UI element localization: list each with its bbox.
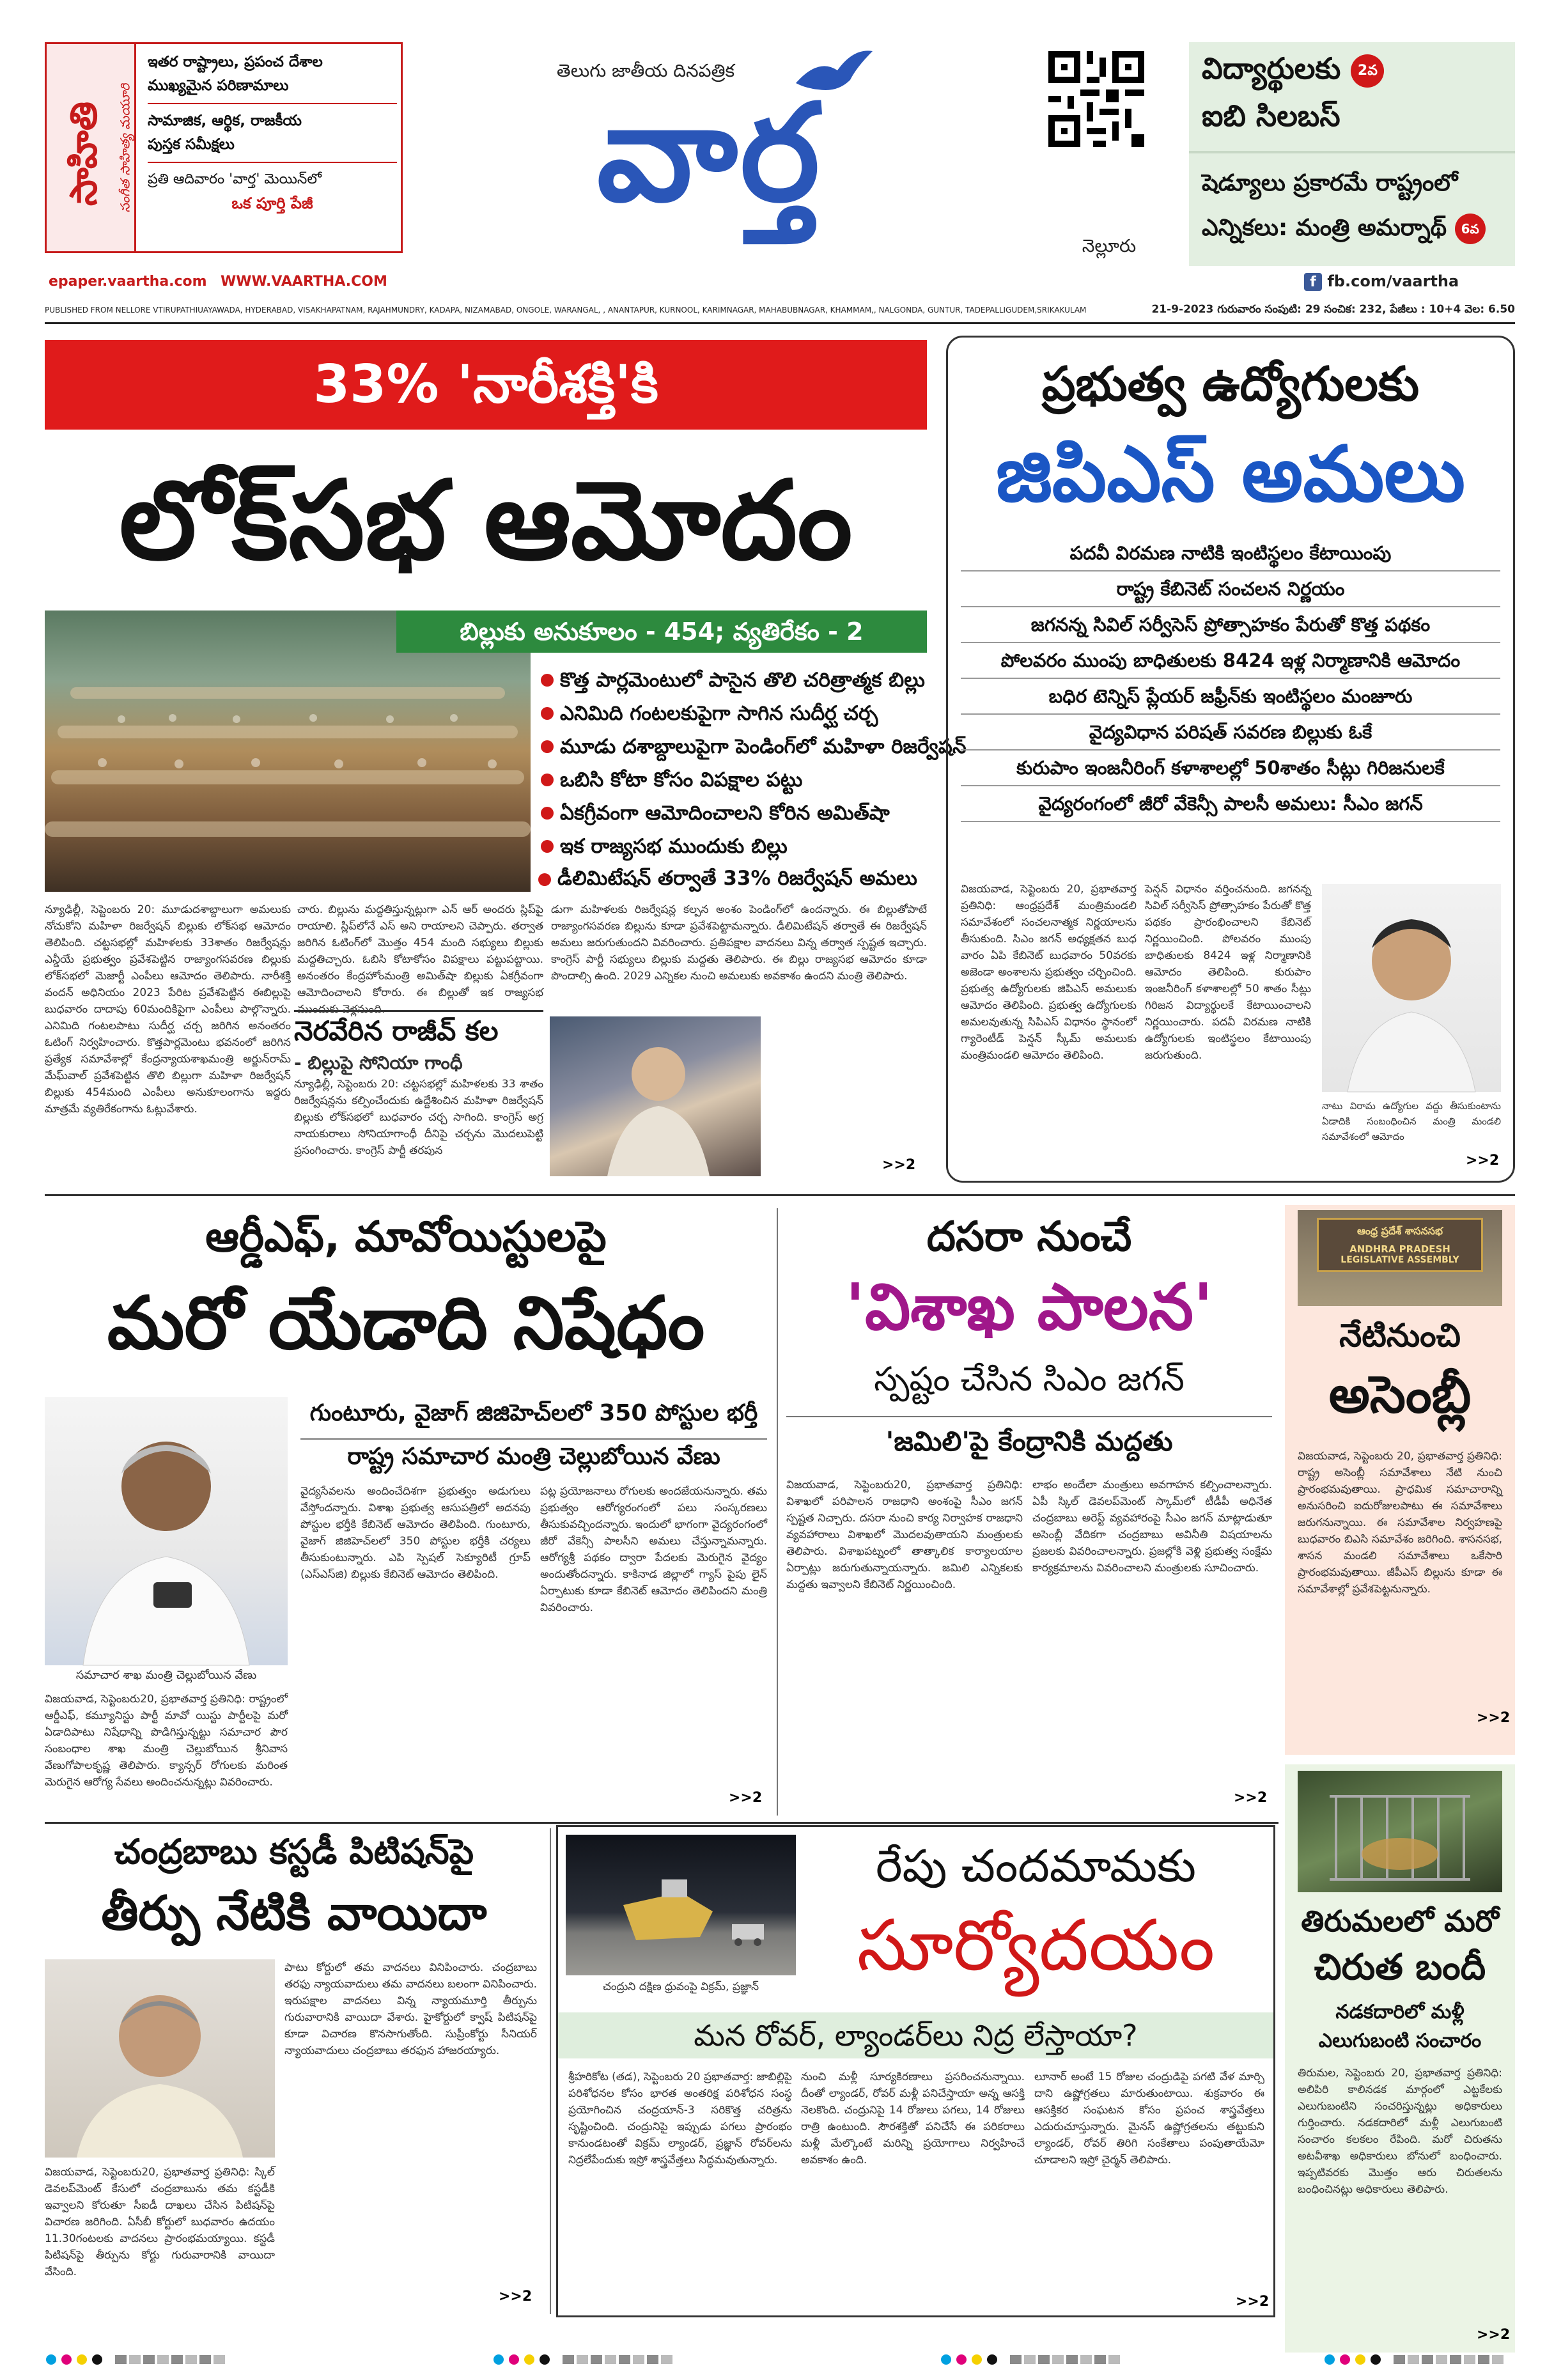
left-ad-box (45, 42, 403, 253)
continued-marker: >>2 (499, 2289, 532, 2305)
rdf-body-col3: పట్ల ప్రయోజనాలు రోగులకు అందజేయనున్నారు. తమ ప్రభుత్వం ఆరోగ్యరంగంలో పలు సంస్కరణలు తీసుకువచ్చిందన్నారు. ఇందులో భాగంగా వైద్యరంగంలో జీరో వేకెన్సీ పాలసీని అమలు చేస్తున్నామన్నారు. ఆరోగ్యశ్రీ పథకం ద్వారా పేదలకు మెరుగైన వైద్యం అందుతోందన్నారు. కాకినాడ జిల్లాలో గ్యాస్ పైపు లైన్ ఏర్పాటుకు కూడా కేబినెట్ ఆమోదం తెలిపిందని మంత్రి వివరించారు. (540, 1485, 767, 1614)
left-ad-vertical-banner (47, 44, 136, 251)
registration-dot (92, 2354, 102, 2365)
left-ad-vertical-title: సాహితి (61, 101, 105, 206)
registration-bar (661, 2355, 672, 2364)
left-ad-line: ఇతర రాష్ట్రాలు, ప్రపంచ దేశాల (148, 54, 323, 70)
lead-body-col2: చారు. బిల్లును మద్దతిస్తున్నట్లుగా ఎన్ ఆర్ అందరు స్లిప్‌పై రాయాలి. స్లిప్‌లోనే ఎస్ అని రాయాలని చెప్పారు. తర్వాత జరిగిన ఓటింగ్‌లో మొత్తం 454 మంది సభ్యులు బిల్లుకు మద్దతిచ్చారు. ఓబిసి కోటాకోసం విపక్షాలు పట్టుపట్టాయి. అనంతరం కేంద్రహోంమంత్రి అమిత్‌షా బిల్లుకు ఏకగ్రీవంగా ఆమోదించాలని కోరారు. ఈ బిల్లుతో ఇక రాజ్యసభ ముందుకు వెళ్లనుంది. (297, 903, 543, 1016)
left-ad-line: ప్రతి ఆదివారం 'వార్త' మెయిన్‌లో (148, 171, 322, 187)
registration-bar (1408, 2355, 1419, 2364)
rdf-sub1: గుంటూరు, వైజాగ్ జిజిహెచ్‌లలో 350 పోస్టుల భర్తీ (300, 1400, 767, 1440)
lead-headline: లోక్‌సభ ఆమోదం (119, 458, 853, 584)
registration-bar (214, 2355, 225, 2364)
assembly-photo (1298, 1210, 1502, 1306)
continued-page: 2 (752, 1790, 763, 1806)
venu-photo (45, 1397, 288, 1665)
tirumala-headline-2: చిరుత బందీ (1314, 1947, 1486, 1988)
registration-dot (1340, 2354, 1350, 2365)
lead-bullet-last (538, 863, 928, 894)
registration-bar (1422, 2355, 1433, 2364)
left-ad-vertical-subtitle: సంగీత సాహిత్య మయూరి (117, 83, 133, 213)
moon-story-box (556, 1825, 1275, 2317)
registration-bar (1024, 2355, 1036, 2364)
lead-bullet: ఒబిసి కోటా కోసం విపక్షాల పట్టు (538, 763, 928, 797)
left-ad-line: ముఖ్యమైన పరిణామాలు (148, 74, 397, 104)
visakha-kicker: దసరా నుంచే (926, 1213, 1132, 1261)
lead-bullet: ఎనిమిది గంటలకుపైగా సాగిన సుదీర్ఘ చర్చ (538, 697, 928, 730)
registration-bar (115, 2355, 127, 2364)
registration-dot (1371, 2354, 1381, 2365)
registration-bar (171, 2355, 183, 2364)
assembly-box (1285, 1205, 1515, 1755)
epaper-url[interactable]: epaper.vaartha.com (49, 274, 207, 290)
venu-caption: సమాచార శాఖ మంత్రి చెల్లుబోయిన వేణు (75, 1668, 257, 1682)
teaser-page-badge: 6వ (1455, 214, 1486, 244)
rdf-headline: మరో యేడాది నిషేధం (107, 1280, 705, 1365)
visakha-headline: 'విశాఖ పాలన' (845, 1270, 1213, 1344)
section-divider (45, 1822, 1278, 1824)
moon-bar: మన రోవర్, ల్యాండర్‌లు నిద్ర లేస్తాయా? (558, 2012, 1273, 2058)
continued-page: 2 (1489, 1153, 1500, 1169)
teaser-page-badge: 2వ (1351, 54, 1384, 88)
rdf-sub2: రాష్ట్ర సమాచార మంత్రి చెల్లుబోయిన వేణు (347, 1443, 720, 1470)
lead-bullets (538, 664, 967, 863)
registration-dot (956, 2354, 967, 2365)
registration-bar (1478, 2355, 1489, 2364)
sub-story-headline: నెరవేరిన రాజీవ్ కల (294, 1015, 499, 1046)
gps-body-col1: విజయవాడ, సెప్టెంబరు 20, ప్రభాతవార్త ప్రతినిధి: ఆంధ్రప్రదేశ్ మంత్రిమండలి సమావేశంలో సంచలనాత్మక నిర్ణయాలను తీసుకుంది. సిఎం జగన్ అధ్యక్షతన బుధ వారం ఏపి కేబినెట్ బుధవారం 50వరకు అజెండా అంశాలను ప్రభుత్వం చర్చించింది. ప్రభుత్వ ఉద్యోగులకు జిపిఎస్ అమలుకు ఆమోదం తెలిపింది. ప్రభుత్వ ఉద్యోగులకు అమలవుతున్న సిపిఎస్ విధానం స్థానంలో గ్యారెంటీడ్ పెన్షన్ స్కీమ్ అమలుకు మంత్రిమండలి ఆమోదం తెలిపింది. (961, 883, 1137, 1062)
tirumala-headline-1: తిరుమలలో మరో (1301, 1904, 1499, 1938)
gps-kicker: ప్రభుత్వ ఉద్యోగులకు (1041, 357, 1420, 412)
gps-item: రాష్ట్ర కేబినెట్ సంచలన నిర్ణయం (961, 572, 1500, 607)
tirumala-body: తిరుమల, సెప్టెంబరు 20, ప్రభాతవార్త ప్రతినిధి: అలిపిరి కాలినడక మార్గంలో ఎట్టకేలకు ఎలుగుబంటిని సంచరిస్తున్నట్లు అధికారులు గుర్తించారు. నడకదారిలో మళ్లీ ఎలుగుబంటి సంచారం కలకలం రేపింది. మరో చిరుతను అటవీశాఖ అధికారులు బోనులో బంధించారు. ఇప్పటివరకు మొత్తం ఆరు చిరుతలను బంధించినట్లు అధికారులు తెలిపారు. (1298, 2067, 1502, 2196)
assembly-body: విజయవాడ, సెప్టెంబరు 20, ప్రభాతవార్త ప్రతినిధి: రాష్ట్ర అసెంబ్లీ సమావేశాలు నేటి నుంచి ప్రారంభమవుతాయి. ప్రాధమిక సమాచారాన్ని అనుసరించి ఐదురోజులపాటు ఈ సమావేశాలు జరుగనున్నాయి. ఈ సమావేశాల నిర్వహణపై బుధవారం బిఎసి సమావేశం జరిగింది. శాసనసభ, శాసన మండలి సమావేశాలు ఒకేసారి ప్రారంభమవుతాయి. జీపీఎస్ బిల్లును కూడా ఈ సమావేశాల్లో ప్రవేశపెట్టనున్నారు. (1298, 1450, 1502, 1596)
leopard-cage-photo (1298, 1771, 1502, 1892)
jagan-photo-caption: నాటు విరామ ఉద్యోగుల వద్దు తీసుకుంటాను ఏడాదికి సంబంధించిన మంత్రి మండలి సమావేశంలో ఆమోదం (1322, 1100, 1501, 1142)
teaser-line (1202, 214, 1486, 247)
continued-marker: >>2 (1477, 1710, 1511, 1726)
continued-marker: >>2 (1234, 1790, 1268, 1806)
registration-bar (1010, 2355, 1022, 2364)
tagline: తెలుగు జాతీయ దినపత్రిక (556, 60, 735, 81)
registration-dot (46, 2354, 56, 2365)
lead-bullet: మూడు దశాబ్దాలుపైగా పెండింగ్‌లో మహిళా రిజర్వేషన్ (538, 730, 928, 763)
continued-page: 2 (522, 2289, 532, 2305)
published-from: PUBLISHED FROM NELLORE VTIRUPATHIUAYAWADA, HYDERABAD, VISAKHAPATNAM, RAJAHMUNDRY, KADAPA, NIZAMABAD, ONGOLE, WARANGAL, , ANANTAPUR, KURNOOL, KARIMNAGAR, MAHABUBNAGAR, KHAMMAM,, NALGONDA, GUNTUR, TADEPALLIGUDEM,SRIKAKULAM (45, 306, 1087, 315)
assembly-sign-line: ANDHRA PRADESH (1349, 1243, 1450, 1255)
column-rule (777, 1208, 778, 1816)
registration-bar (143, 2355, 155, 2364)
registration-dot (972, 2354, 982, 2365)
registration-bar (1080, 2355, 1092, 2364)
qr-code-icon[interactable] (1048, 51, 1144, 147)
visakha-body-col1: విజయవాడ, సెప్టెంబరు20, ప్రభాతవార్త ప్రతినిధి: విశాఖలో పరిపాలన రాజధాని అంశంపై సీఎం జగన్ స్పష్టత నిచ్చారు. దసరా నుంచి కార్య నిర్వాహక రాజధాని వ్యవహారాలు విశాఖలో మొదలవుతాయని మంత్రులకు తెలిపారు. విశాఖపట్నంలో తాత్కాలిక కార్యాలయాల ఏర్పాట్లు జరుగుతున్నాయన్నారు. జమిలి ఎన్నికలకు మద్దతు ఇవ్వాలని కేబినెట్ నిర్ణయించింది. (786, 1479, 1023, 1591)
gps-items (961, 536, 1500, 822)
registration-bar (1038, 2355, 1050, 2364)
gps-body-col2: పెన్షన్ విధానం వర్తించనుంది. జగనన్న సివిల్ సర్వీసెస్ ప్రోత్సాహకం పేరుతో కొత్త పథకం ప్రారంభించాలని కేబినెట్ నిర్ణయించింది. పోలవరం ముంపు బాధితులకు 8424 ఇళ్ల నిర్మాణానికి ఆమోదం తెలిపింది. కురుపాం ఇంజనీరింగ్ కళాశాలల్లో 50 శాతం సీట్లు గిరిజన విద్యార్థులకే కేటాయించాలని నిర్ణయించారు. పదవీ విరమణ నాటికి ఉద్యోగులకు ఇంటిస్థలం కేటాయింపు జరుగుతుంది. (1145, 883, 1311, 1062)
registration-bar (619, 2355, 630, 2364)
continued-page: 2 (1259, 2294, 1270, 2310)
gps-item: వైద్యరంగంలో జీరో వేకెన్సీ పాలసీ అమలు: సీఎం జగన్ (961, 786, 1500, 822)
registration-bar (1436, 2355, 1447, 2364)
masthead-logo: వార్త (596, 75, 823, 231)
teaser-line-1: విద్యార్థులకు (1202, 51, 1341, 86)
registration-dot (77, 2354, 87, 2365)
continued-page: 2 (1257, 1790, 1268, 1806)
registration-dot (524, 2354, 534, 2365)
registration-bar (577, 2355, 588, 2364)
continued-marker: >>2 (729, 1790, 763, 1806)
gps-headline: జిపిఎస్ అమలు (996, 430, 1465, 519)
assembly-kicker: నేటినుంచి (1339, 1317, 1461, 1354)
left-ad-line: పుస్తక సమీక్షలు (148, 133, 397, 163)
registration-dot (1355, 2354, 1365, 2365)
continued-marker: >>2 (1466, 1153, 1500, 1169)
rdf-kicker: ఆర్డీఎఫ్, మావోయిస్టులపై (205, 1212, 607, 1261)
registration-bar (1108, 2355, 1120, 2364)
registration-bar (605, 2355, 616, 2364)
cbn-photo (45, 1959, 275, 2158)
rdf-body-col1: విజయవాడ, సెప్టెంబరు20, ప్రభాతవార్త ప్రతినిధి: రాష్ట్రంలో ఆర్డీఎఫ్, కమ్యూనిస్టు పార్టీ మావో యిస్టు పార్టీలపై మరో ఏడాదిపాటు నిషేధాన్ని పొడిగిస్తున్నట్టు సమాచార పౌర సంబంధాల శాఖ మంత్రి చెల్లుబోయిన శ్రీనివాస వేణుగోపాలకృష్ణ తెలిపారు. క్యాన్సర్ రోగులకు మరింత మెరుగైన ఆరోగ్య సేవలు అందించనున్నట్లు వివరించారు. (45, 1693, 288, 1789)
edition-city: నెల్లూరు (1082, 235, 1137, 256)
jagan-photo (1322, 884, 1501, 1092)
cbn-headline: తీర్పు నేటికి వాయిదా (101, 1886, 487, 1941)
gps-item: జగనన్న సివిల్ సర్వీసెస్ ప్రోత్సాహకం పేరుతో కొత్త పథకం (961, 607, 1500, 643)
moon-photo-caption: చంద్రుని దక్షిణ ధ్రువంపై విక్రమ్, ప్రజ్ఞాన్ (602, 1980, 759, 1993)
registration-bar (199, 2355, 211, 2364)
registration-bar (1052, 2355, 1064, 2364)
moon-headline: సూర్యోదయం (857, 1904, 1215, 1986)
print-registration-strip (45, 2353, 1515, 2367)
moon-body-col2: నుంచి మళ్లీ సూర్యకిరణాలు ప్రసరించనున్నాయి. దీంతో ల్యాండర్, రోవర్ మళ్లీ పనిచేస్తాయా అన్న ఆసక్తి నెలకొంది. చంద్రునిపై 14 రోజులు పగలు, 14 రోజులు రాత్రి ఉంటుంది. సౌరశక్తితో పనిచేసే ఈ పరికరాలు మళ్లీ మేల్కొంటే మరిన్ని ప్రయోగాలు నిర్వహించే అవకాశం ఉంది. (801, 2071, 1025, 2166)
parliament-photo (45, 611, 531, 892)
registration-bar (591, 2355, 602, 2364)
dateline: 21-9-2023 గురువారం సంపుటి: 29 సంచిక: 232, పేజీలు : 10+4 వెల: 6.50 (1151, 303, 1515, 316)
registration-dot (987, 2354, 997, 2365)
registration-bar (633, 2355, 644, 2364)
registration-dot (509, 2354, 519, 2365)
lead-bullet: డీలిమిటేషన్ తర్వాతే 33% రిజర్వేషన్ అమలు (557, 867, 917, 890)
teaser-line-4: ఎన్నికలు: మంత్రి అమర్నాథ్ (1202, 215, 1447, 241)
lead-body-col3: డుగా మహిళలకు రిజర్వేషన్ల కల్పన అంశం పెండింగ్‌లో ఉందన్నారు. ఈ బిల్లుతోపాటే రాజ్యాంగసవరణ బిల్లును కూడా ప్రవేశపెట్టామన్నారు. డీలిమిటేషన్ తర్వాతే ఈ రిజర్వేషన్ అమలు జరుగుతుందని వివరించారు. ప్రతిపక్షాల వాదనలు విన్న తర్వాత స్పష్టత ఇచ్చారు. కాంగ్రెస్ పార్టీ సభ్యులు బిల్లుకు మద్దతు తెలిపారు. ఈ బిల్లు రాజ్యసభ ఆమోదం కూడా పొందాల్సి ఉంది. 2029 ఎన్నికల నుంచి అమలుకు అవకాశం ఉందని మంత్రి తెలిపారు. (551, 903, 927, 983)
registration-bar (1094, 2355, 1106, 2364)
left-ad-line: ఒక పూర్తి పేజీ (231, 194, 313, 212)
teaser-box[interactable] (1189, 42, 1515, 266)
lead-bullet: కొత్త పార్లమెంటులో పాసైన తొలి చరిత్రాత్మక బిల్లు (538, 664, 928, 697)
rdf-body-col2: వైద్యసేవలను అందించేదిశగా ప్రభుత్వం అడుగులు వేస్తోందన్నారు. విశాఖ ప్రభుత్వ ఆసుపత్రిలో అదనపు పోస్టుల భర్తీకి కేబినెట్ ఆమోదం తెలిపింది. గుంటూరు, వైజాగ్ జిజిహెచ్‌లలో 350 పోస్టుల భర్తీకి చర్యలు తీసుకుంటున్నారు. ఎపి స్పెషల్ సెక్యూరిటీ గ్రూప్ (ఎస్ఎస్‌జి) బిల్లుకు కేబినెట్ ఆమోదం తెలిపింది. (300, 1485, 531, 1581)
gps-item: కురుపాం ఇంజనీరింగ్ కళాశాలల్లో 50శాతం సీట్లు గిరిజనులకే (961, 751, 1500, 786)
gps-story-box (946, 336, 1515, 1183)
cbn-kicker: చంద్రబాబు కస్టడీ పిటిషన్‌పై (114, 1832, 474, 1872)
registration-bar (185, 2355, 197, 2364)
gps-item: పోలవరం ముంపు బాధితులకు 8424 ఇళ్ల నిర్మాణానికి ఆమోదం (961, 643, 1500, 679)
assembly-sign (1317, 1218, 1483, 1272)
teaser-line-3: షెడ్యూలు ప్రకారమే రాష్ట్రంలో (1202, 170, 1458, 196)
tirumala-box (1285, 1764, 1515, 2353)
teaser-line-2: ఐబి సిలబస్ (1202, 98, 1340, 133)
teaser-line (1202, 51, 1384, 93)
registration-dot (493, 2354, 504, 2365)
continued-page: 2 (1500, 1710, 1511, 1726)
facebook-url: fb.com/vaartha (1327, 272, 1459, 290)
lead-bullet: ఏకగ్రీవంగా ఆమోదించాలని కోరిన అమిత్‌షా (538, 797, 928, 830)
registration-bar (129, 2355, 141, 2364)
cbn-body-col2: పాటు కోర్టులో తమ వాదనలు వినిపించారు. చంద్రబాబు తరఫు న్యాయవాదులు తమ వాదనలు బలంగా వినిపించారు. ఇరుపక్షాల వాదనలు విన్న న్యాయమూర్తి తీర్పును గురువారానికి వాయిదా వేశారు. హైకోర్టులో క్వాష్ పిటిషన్‌పై కూడా విచారణ కొనసాగుతోంది. సుప్రీంకోర్టు సీనియర్ న్యాయవాదులు చంద్రబాబు తరఫున హాజరయ్యారు. (284, 1961, 537, 2057)
sonia-photo (550, 1016, 761, 1176)
moon-body-col3: లూనార్ అంటే 15 రోజుల చంద్రుడిపై పగటి వేళ మార్చి దాని ఉష్ణోగ్రతలు మారుతుంటాయి. శుక్రవారం ఈ ఆసక్తికర సంఘటన కోసం ప్రపంచ శాస్త్రవేత్తలు ఎదురుచూస్తున్నారు. మైనస్ ఉష్ణోగ్రతలను తట్టుకుని ల్యాండర్, రోవర్ తిరిగి సంకేతాలు పంపుతాయేమో చూడాలని ఇస్రో చైర్మన్ తెలిపారు. (1034, 2071, 1264, 2166)
lead-body-col1: న్యూఢిల్లీ, సెప్టెంబరు 20: మూడుదశాబ్దాలుగా అమలుకు నోచుకోని మహిళా రిజర్వేషన్ బిల్లుకు లోక్‌సభ ఆమోదం తెలిపింది. చట్టసభల్లో మహిళలకు 33శాతం రిజర్వేషన్లు ఎన్డీయే ప్రభుత్వం ప్రవేశపెట్టిన రాజ్యాంగసవరణ బిల్లుకు లోక్‌సభలో మెజార్టీ ఎంపీలు ఆమోదం తెలిపారు. నారీశక్తి వందన్ అధినియం 2023 పేరిట ప్రవేశపెట్టిన ఈబిల్లుపై బుధవారం దాదాపు 60మందికిపైగా ఎంపీలు పాల్గొన్నారు. ఎనిమిది గంటలపాటు సుదీర్ఘ చర్చ జరిగిన అనంతరం ఓటింగ్ నిర్వహించారు. కొత్తపార్లమెంటు భవనంలో జరిగిన ప్రత్యేక సమావేశాల్లో కేంద్రన్యాయశాఖమంత్రి అర్జున్‌రామ్ మేఘ్‌వాల్ ప్రవేశపెట్టిన తొలి బిల్లుగా మహిళా రిజర్వేషన్ బిల్లుకు 454మంది ఎంపీలు అనుకూలంగాను ఇద్దరు మాత్రమే వ్యతిరేకంగాను ఓట్లువేశారు. (45, 903, 291, 1116)
sub-story-subhead: - బిల్లుపై సోనియా గాంధీ (294, 1052, 463, 1073)
registration-bar (157, 2355, 169, 2364)
registration-bar (1450, 2355, 1461, 2364)
gps-item: బధిర టెన్నిస్ ప్లేయర్ జఫ్రీన్‌కు ఇంటిస్థలం మంజూరు (961, 679, 1500, 715)
lander-rover-photo (566, 1835, 796, 1975)
registration-bar (563, 2355, 574, 2364)
tirumala-sub1: నడకదారిలో మళ్లీ (1335, 2001, 1465, 2023)
registration-dot (941, 2354, 951, 2365)
continued-marker: >>2 (882, 1157, 916, 1173)
visakha-body-col2: లాభం అందేలా మంత్రులు అవగాహన కల్పించాలన్నారు. ఏపీ స్కిల్ డెవలప్‌మెంట్ స్కామ్‌లో టీడీపీ అధినేత చంద్రబాబు అరెస్ట్ వ్యవహారంపై సీఎం జగన్ మాట్లాడుతూ అసెంబ్లీ వేదికగా చంద్రబాబు అవినీతి విషయాలను ప్రజలకు వివరించాలన్నారు. ప్రజల్లోకి వెళ్లి ప్రభుత్వ సంక్షేమ కార్యక్రమాలను వివరించాలని మంత్రులకు సూచించారు. (1032, 1479, 1272, 1575)
left-ad-text (148, 51, 397, 215)
sub-story-box (294, 1010, 543, 1179)
left-ad-line: సామాజిక, ఆర్థిక, రాజకీయ (148, 113, 302, 129)
lead-bullet: ఇక రాజ్యసభ ముందుకు బిల్లు (538, 830, 928, 863)
registration-bar (1492, 2355, 1503, 2364)
registration-dot (540, 2354, 550, 2365)
registration-bar (1394, 2355, 1405, 2364)
sub-story-body: న్యూఢిల్లీ, సెప్టెంబరు 20: చట్టసభల్లో మహిళలకు 33 శాతం రిజర్వేషన్లను కల్పించేందుకు ఉద్దేశించిన మహిళా రిజర్వేషన్ బిల్లుకు లోక్‌సభలో బుధవారం చర్చ సాగింది. కాంగ్రెస్ అగ్ర నాయకురాలు సోనియాగాంధీ దీనిపై చర్చను మొదలుపెట్టి ప్రసంగించారు. కాంగ్రెస్ పార్టీ తరపున (294, 1078, 543, 1157)
tirumala-sub2: ఎలుగుబంటి సంచారం (1318, 2030, 1482, 2052)
assembly-sign-line: ఆంధ్ర ప్రదేశ్ శాసనసభ (1356, 1225, 1443, 1237)
registration-dot (1325, 2354, 1335, 2365)
gps-item: వైద్యవిధాన పరిషత్ సవరణ బిల్లుకు ఓకే (961, 715, 1500, 751)
visakha-sub2: 'జమిలి'పై కేంద్రానికి మద్దతు (885, 1426, 1173, 1457)
vote-bar: బిల్లుకు అనుకూలం - 454; వ్యతిరేకం - 2 (396, 611, 927, 653)
section-divider (45, 1194, 1515, 1196)
lead-kicker: 33% 'నారీశక్తి'కి (45, 340, 927, 430)
continued-marker: >>2 (1477, 2327, 1511, 2343)
continued-page: 2 (905, 1157, 916, 1173)
column-rule (550, 1828, 551, 2314)
facebook-link[interactable] (1304, 272, 1459, 291)
web-url[interactable]: WWW.VAARTHA.COM (221, 274, 387, 290)
moon-body-col1: శ్రీహరికోట (తడ), సెప్టెంబరు 20 ప్రభాతవార్త: జాబిల్లిపై పరిశోధనల కోసం భారత అంతరిక్ష పరిశోధన సంస్థ ప్రయోగించిన చంద్రయాన్-3 సరికొత్త చరిత్రను సృష్టించింది. చంద్రునిపై ఇప్పుడు పగలు ప్రారంభం కానుండటంతో విక్రమ్ ల్యాండర్, ప్రజ్ఞాన్ రోవర్‌లను నిద్రలేపేందుకు ఇస్రో శాస్త్రవేత్తలు సిద్ధమవుతున్నారు. (568, 2071, 792, 2166)
assembly-headline: అసెంబ్లీ (1328, 1365, 1472, 1424)
continued-marker: >>2 (1236, 2294, 1270, 2310)
continued-page: 2 (1500, 2327, 1511, 2343)
registration-bar (1464, 2355, 1475, 2364)
moon-kicker: రేపు చందమామకు (876, 1840, 1196, 1892)
visakha-sub1: స్పష్టం చేసిన సిఎం జగన్ (786, 1360, 1272, 1417)
registration-bar (1066, 2355, 1078, 2364)
cbn-body-col1: విజయవాడ, సెప్టెంబరు20, ప్రభాతవార్త ప్రతినిధి: స్కిల్ డెవలప్‌మెంట్ కేసులో చంద్రబాబును తమ కస్టడీకి ఇవ్వాలని కోరుతూ సీఐడీ దాఖలు చేసిన పిటిషన్‌పై విచారణ జరిగింది. ఏసీబీ కోర్టులో బుధవారం ఉదయం 11.30గంటలకు వాదనలు ప్రారంభమయ్యాయి. కస్టడీ పిటిషన్‌పై తీర్పును కోర్టు గురువారానికి వాయిదా వేసింది. (45, 2166, 275, 2278)
facebook-icon: f (1304, 273, 1322, 291)
assembly-sign-line: LEGISLATIVE ASSEMBLY (1340, 1255, 1459, 1265)
registration-dot (61, 2354, 72, 2365)
registration-bar (647, 2355, 658, 2364)
masthead-divider (45, 322, 1515, 324)
gps-item: పదవీ విరమణ నాటికి ఇంటిస్థలం కేటాయింపు (961, 536, 1500, 572)
